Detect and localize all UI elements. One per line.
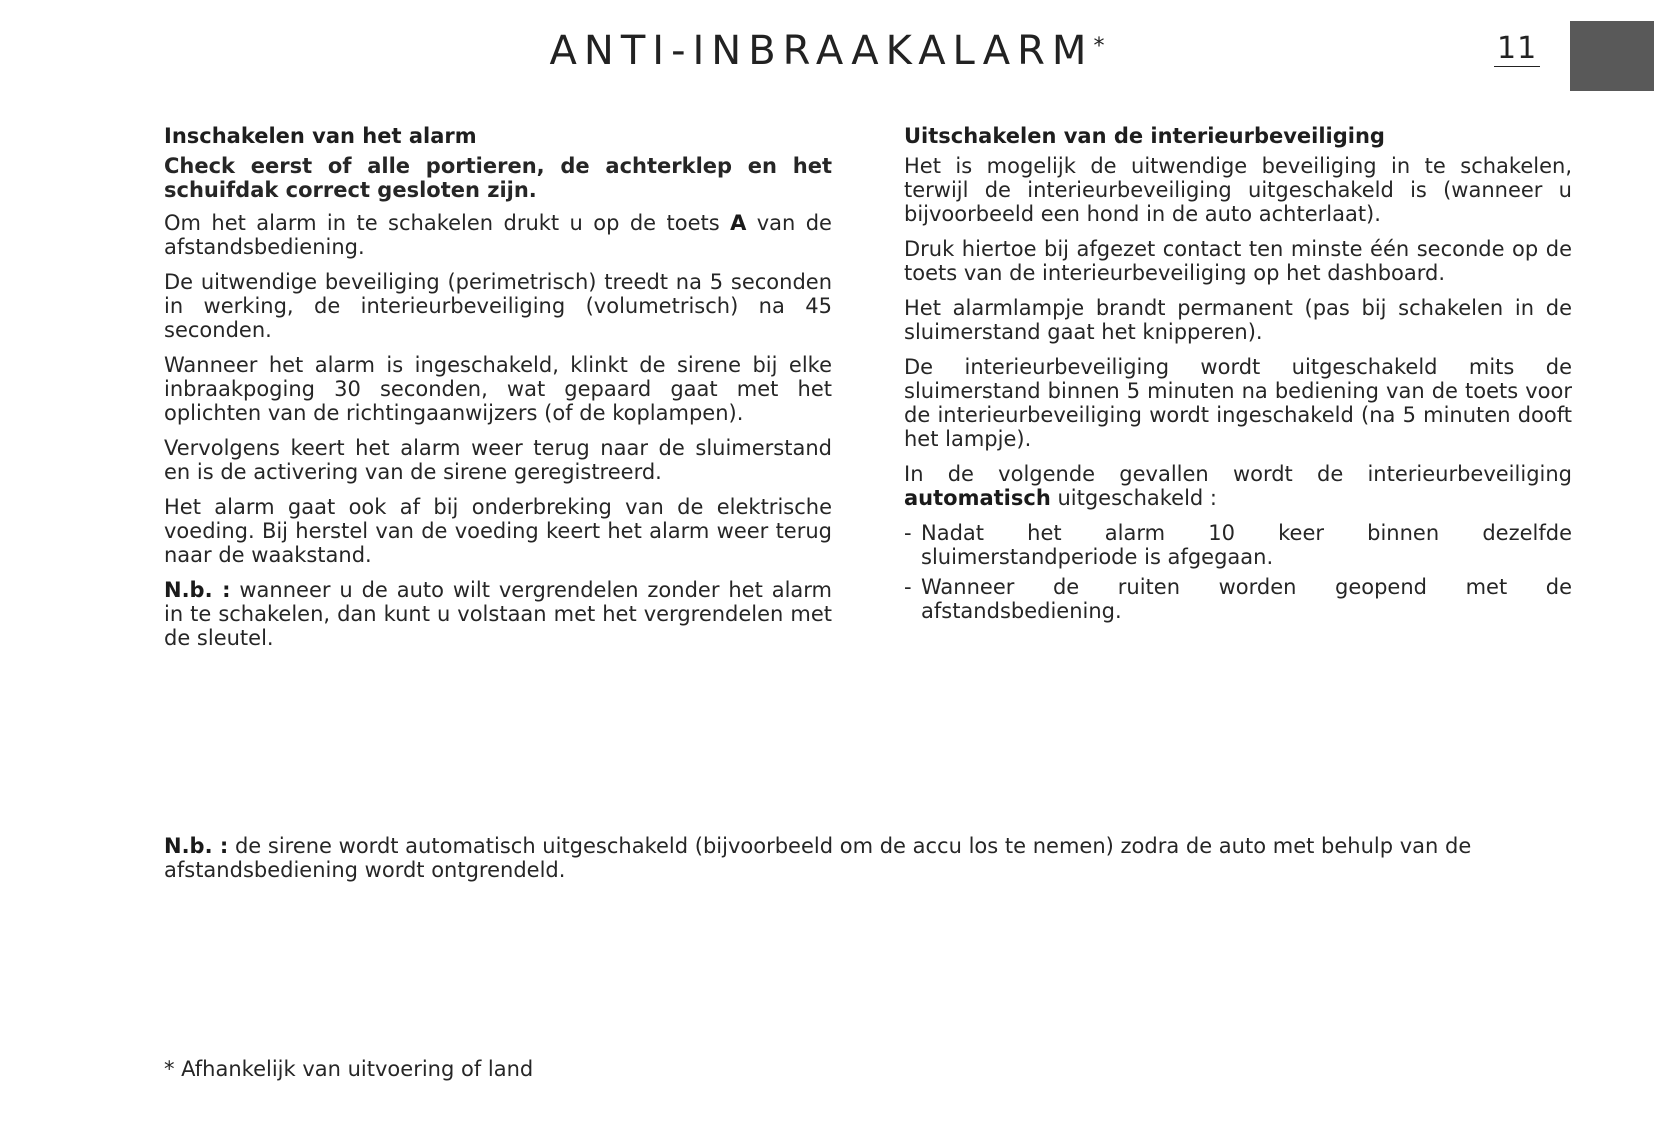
- automatic-cases-list: [904, 521, 1572, 623]
- section-heading-enable-alarm: Inschakelen van het alarm: [164, 124, 477, 148]
- page-number: 11: [1494, 32, 1540, 67]
- paragraph-interior-intro: Het is mogelijk de uitwendige beveiliging in te schakelen, terwijl de interieurbeveiliging uitgeschakeld is (wanneer u bijvoorbeeld een hond in de auto achterlaat).: [904, 154, 1572, 226]
- footnote: * Afhankelijk van uitvoering of land: [164, 1057, 534, 1081]
- text: In de volgende gevallen wordt de interieurbeveiliging: [904, 462, 1572, 486]
- note-key-lock: [164, 578, 832, 650]
- note-siren-auto-off: [164, 834, 1568, 882]
- paragraph-interior-condition: De interieurbeveiliging wordt uitgeschakeld mits de sluimerstand binnen 5 minuten na bediening van de toets voor de interieurbeveiliging wordt ingeschakeld (na 5 minuten dooft het lampje).: [904, 355, 1572, 451]
- text: Om het alarm in te schakelen drukt u op de toets: [164, 211, 731, 235]
- list-dash: -: [904, 575, 912, 599]
- text: van de afstandsbediening.: [164, 211, 832, 259]
- paragraph-protection-timing: De uitwendige beveiliging (perimetrisch) treedt na 5 seconden in werking, de interieurbeveiliging (volumetrisch) na 45 seconden.: [164, 270, 832, 342]
- text: uitgeschakeld :: [1050, 486, 1217, 510]
- list-item: [904, 521, 1572, 569]
- title-footnote-marker: *: [1093, 34, 1105, 59]
- paragraph-siren: Wanneer het alarm is ingeschakeld, klinkt de sirene bij elke inbraakpoging 30 seconden, wat gepaard gaat met het oplichten van de richtingaanwijzers (of de koplampen).: [164, 353, 832, 425]
- note-text: de sirene wordt automatisch uitgeschakeld (bijvoorbeeld om de accu los te nemen) zodra de auto met behulp van de afstandsbediening wordt ontgrendeld.: [164, 834, 1472, 882]
- page-title: [0, 28, 1654, 74]
- emphasis: automatisch: [904, 486, 1051, 510]
- page-title-text: ANTI-INBRAAKALARM: [549, 28, 1094, 74]
- section-heading-disable-interior: Uitschakelen van de interieurbeveiliging: [904, 124, 1385, 148]
- note-label: N.b. :: [164, 834, 229, 858]
- paragraph-automatic-cases: [904, 462, 1572, 510]
- list-dash: -: [904, 521, 912, 545]
- section-thumb-tab: [1570, 21, 1654, 91]
- right-column: [904, 124, 1572, 629]
- paragraph-standby: Vervolgens keert het alarm weer terug naar de sluimerstand en is de activering van de sirene geregistreerd.: [164, 436, 832, 484]
- list-item-text: Nadat het alarm 10 keer binnen dezelfde sluimerstandperiode is afgegaan.: [921, 521, 1572, 569]
- note-text: wanneer u de auto wilt vergrendelen zonder het alarm in te schakelen, dan kunt u volstaan met het vergrendelen met de sleutel.: [164, 578, 832, 650]
- left-column: [164, 124, 832, 661]
- paragraph-enable-instructions: [164, 211, 832, 259]
- paragraph-power-interruption: Het alarm gaat ook af bij onderbreking van de elektrische voeding. Bij herstel van de voeding keert het alarm weer terug naar de waakstand.: [164, 495, 832, 567]
- key-label: A: [730, 211, 747, 235]
- paragraph-interior-button: Druk hiertoe bij afgezet contact ten minste één seconde op de toets van de interieurbeveiliging op het dashboard.: [904, 237, 1572, 285]
- list-item: [904, 575, 1572, 623]
- list-item-text: Wanneer de ruiten worden geopend met de afstandsbediening.: [921, 575, 1572, 623]
- note-label: N.b. :: [164, 578, 231, 602]
- paragraph-alarm-lamp: Het alarmlampje brandt permanent (pas bij schakelen in de sluimerstand gaat het knipperen).: [904, 296, 1572, 344]
- check-warning: Check eerst of alle portieren, de achterklep en het schuifdak correct gesloten zijn.: [164, 154, 832, 202]
